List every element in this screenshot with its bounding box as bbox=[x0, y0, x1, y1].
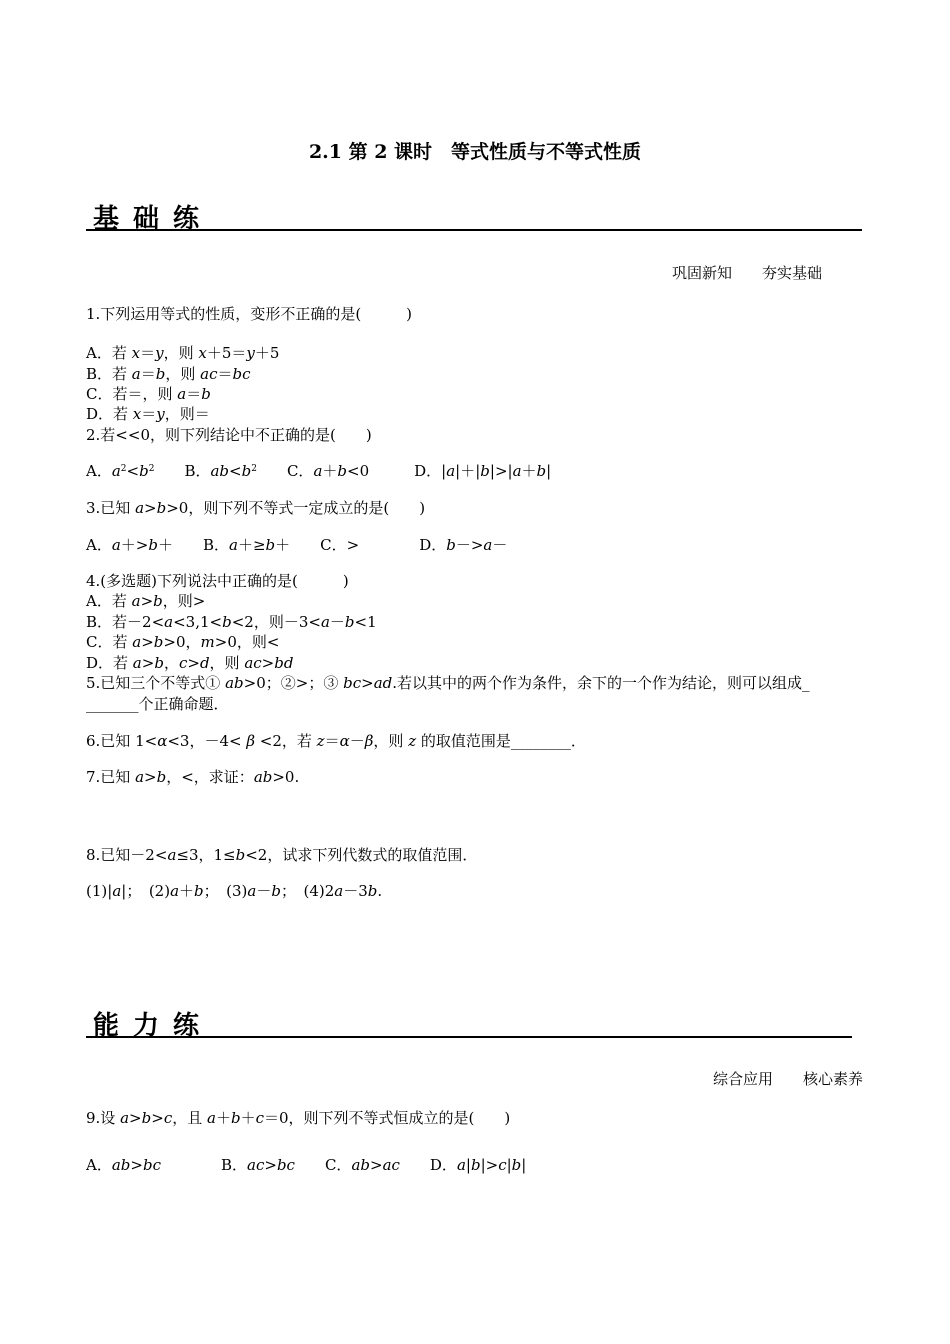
section-heading-basic: 基础练 bbox=[93, 204, 214, 234]
section-tagline: 巩固新知 夯实基础 bbox=[672, 264, 823, 282]
section-tagline: 综合应用 核心素养 bbox=[713, 1070, 864, 1088]
question-4-stem: 4.(多选题)下列说法中正确的是( ) bbox=[86, 572, 349, 590]
question-1-stem: 1.下列运用等式的性质，变形不正确的是( ) bbox=[86, 305, 413, 323]
question-9-options: A．ab>bc B．ac>bc C．ab>ac D．a|b|>c|b| bbox=[86, 1156, 527, 1174]
question-2-options: A．$a^2<b^2$ B．$ab<b^2$ C．a＋b<0 D．|a|＋|b|>|a＋b| bbox=[86, 462, 552, 480]
question-6: 6.已知 1<α<3，－4< β <2，若 z＝α－β，则 z 的取值范围是________． bbox=[86, 732, 586, 750]
question-3-stem: 3.已知 a>b>0，则下列不等式一定成立的是( ) bbox=[86, 499, 426, 517]
question-7: 7.已知 a>b，<，求证：ab>0. bbox=[86, 768, 300, 786]
question-1-option-d: D．若 x＝y，则＝ bbox=[86, 405, 210, 423]
question-8-parts: (1)|a|； (2)a＋b； (3)a－b； (4)2a－3b. bbox=[86, 882, 383, 900]
question-9-stem: 9.设 a>b>c，且 a＋b＋c＝0，则下列不等式恒成立的是( ) bbox=[86, 1109, 511, 1127]
question-1-option-b: B．若 a＝b，则 ac＝bc bbox=[86, 365, 251, 383]
question-4-option-b: B．若－2<a<3,1<b<2，则－3<a－b<1 bbox=[86, 613, 377, 631]
question-4-option-c: C．若 a>b>0，m>0，则< bbox=[86, 633, 280, 651]
question-5-line-2: _______个正确命题． bbox=[86, 695, 229, 713]
question-1-option-c: C．若＝，则 a＝b bbox=[86, 385, 211, 403]
question-1-option-a: A．若 x＝y，则 x＋5＝y＋5 bbox=[86, 344, 280, 362]
section-divider bbox=[86, 229, 862, 231]
question-3-options: A．a＋>b＋ B．a＋≥b＋ C．> D．b－>a－ bbox=[86, 536, 508, 554]
question-4-option-a: A．若 a>b，则> bbox=[86, 592, 206, 610]
question-5-line-1: 5.已知三个不等式① ab>0；②>；③ bc>ad.若以其中的两个作为条件，余下的一个作为结论，则可以组成_ bbox=[86, 674, 810, 692]
page-title: 2.1 第 2 课时 等式性质与不等式性质 bbox=[308, 141, 642, 163]
section-heading-ability: 能力练 bbox=[93, 1011, 214, 1041]
question-8-stem: 8.已知－2<a≤3，1≤b<2，试求下列代数式的取值范围． bbox=[86, 846, 478, 864]
section-divider bbox=[86, 1036, 852, 1038]
question-2-stem: 2.若<<0，则下列结论中不正确的是( ) bbox=[86, 426, 372, 444]
question-4-option-d: D．若 a>b，c>d，则 ac>bd bbox=[86, 654, 294, 672]
